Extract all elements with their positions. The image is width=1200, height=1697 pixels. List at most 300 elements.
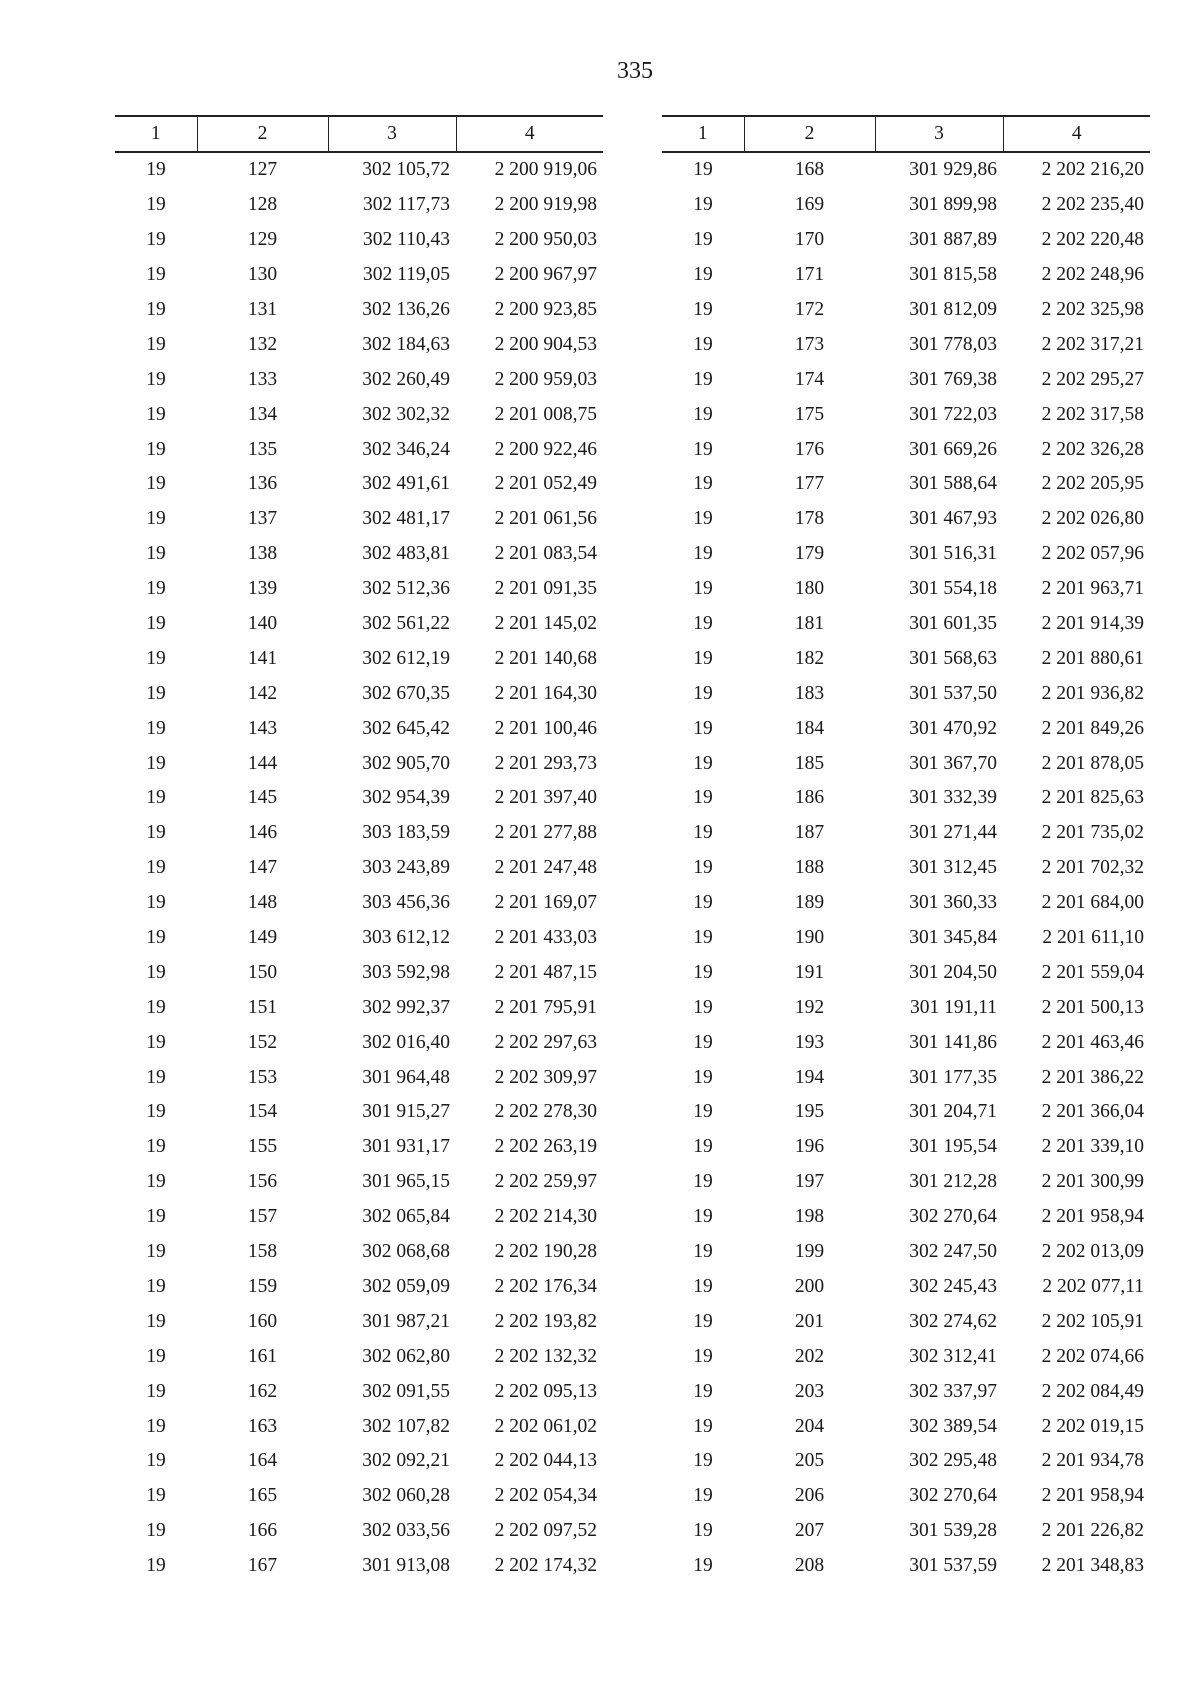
table-cell: 169 [794,194,825,216]
table-cell: 302 184,63 [362,333,450,355]
table-cell: 302 110,43 [362,229,450,251]
table-cell: 201 [794,1310,825,1332]
table-cell: 196 [794,1136,825,1158]
table-cell: 19 [693,961,713,983]
table-row [115,1304,603,1339]
table-cell: 163 [247,1415,278,1437]
table-cell: 2 202 077,11 [1042,1275,1144,1297]
table-cell: 2 201 684,00 [1041,892,1144,914]
table-row [115,1270,603,1305]
table-cell: 2 201 825,63 [1041,787,1144,809]
table-cell: 19 [146,194,166,216]
table-cell: 19 [693,1171,713,1193]
table-cell: 208 [794,1555,825,1577]
table-cell: 202 [794,1345,825,1367]
table-cell: 2 202 297,63 [494,1031,597,1053]
table-cell: 302 060,28 [362,1485,450,1507]
table-cell: 19 [146,787,166,809]
table-cell: 134 [247,403,278,425]
table-cell: 19 [146,543,166,565]
table-cell: 147 [247,857,278,879]
table-cell: 301 568,63 [909,647,997,669]
table-cell: 301 554,18 [909,578,997,600]
table-cell: 302 119,05 [362,264,450,286]
table-cell: 302 260,49 [362,368,450,390]
table-cell: 301 588,64 [909,473,997,495]
table-row [662,223,1150,258]
table-cell: 303 183,59 [362,822,450,844]
table-row [662,152,1150,188]
table-cell: 2 202 317,58 [1041,403,1144,425]
table-cell: 301 769,38 [909,368,997,390]
table-cell: 203 [794,1380,825,1402]
table-cell: 154 [247,1101,278,1123]
table-cell: 141 [247,647,278,669]
table-cell: 19 [146,892,166,914]
table-cell: 301 929,86 [909,159,997,181]
table-cell: 301 470,92 [909,717,997,739]
table-cell: 2 202 019,15 [1041,1415,1144,1437]
table-cell: 2 202 095,13 [494,1380,597,1402]
table-row [662,1270,1150,1305]
table-cell: 2 202 205,95 [1041,473,1144,495]
table-row [662,1095,1150,1130]
table-cell: 2 201 963,71 [1041,578,1144,600]
column-header: 4 [456,116,603,152]
table-cell: 19 [146,1136,166,1158]
table-cell: 19 [146,717,166,739]
table-row [662,711,1150,746]
table-cell: 19 [146,996,166,1018]
table-cell: 2 201 169,07 [494,892,597,914]
table-cell: 301 915,27 [362,1101,450,1123]
table-row [662,1514,1150,1549]
table-cell: 19 [146,368,166,390]
table-cell: 158 [247,1241,278,1263]
table-cell: 19 [146,1485,166,1507]
table-cell: 19 [693,333,713,355]
table-cell: 19 [693,1310,713,1332]
table-cell: 302 065,84 [362,1206,450,1228]
table-row [662,921,1150,956]
table-cell: 19 [146,1171,166,1193]
table-row [115,188,603,223]
table-cell: 2 202 061,02 [494,1415,597,1437]
table-cell: 199 [794,1241,825,1263]
table-cell: 301 271,44 [909,822,997,844]
table-row [662,641,1150,676]
table-cell: 302 992,37 [362,996,450,1018]
table-row [662,1339,1150,1374]
table-cell: 301 212,28 [909,1171,997,1193]
table-cell: 302 389,54 [909,1415,997,1437]
table-row [115,537,603,572]
table-row [115,1339,603,1374]
table-cell: 150 [247,961,278,983]
table-row [115,467,603,502]
table-cell: 142 [247,682,278,704]
table-cell: 162 [247,1380,278,1402]
table-cell: 144 [247,752,278,774]
column-header: 4 [1003,116,1150,152]
table-cell: 19 [693,1206,713,1228]
table-cell: 181 [794,613,825,635]
table-row [115,746,603,781]
table-cell: 302 612,19 [362,647,450,669]
table-cell: 302 033,56 [362,1520,450,1542]
table-cell: 19 [146,1380,166,1402]
table-header-right [662,116,1150,152]
table-cell: 2 202 220,48 [1041,229,1144,251]
table-cell: 19 [693,647,713,669]
table-cell: 2 201 433,03 [494,927,597,949]
table-cell: 19 [693,857,713,879]
table-cell: 184 [794,717,825,739]
table-cell: 19 [146,1031,166,1053]
table-cell: 174 [794,368,825,390]
table-cell: 19 [146,1415,166,1437]
table-cell: 2 202 054,34 [494,1485,597,1507]
table-cell: 19 [146,1520,166,1542]
table-cell: 2 202 216,20 [1041,159,1144,181]
table-cell: 2 201 795,91 [494,996,597,1018]
table-row [115,816,603,851]
table-row [662,1479,1150,1514]
table-row [115,1130,603,1165]
table-cell: 2 201 247,48 [494,857,597,879]
table-body-left [115,152,603,1584]
table-cell: 302 270,64 [909,1485,997,1507]
table-cell: 2 201 091,35 [494,578,597,600]
table-cell: 19 [146,438,166,460]
table-row [115,607,603,642]
table-row [662,293,1150,328]
table-row [662,990,1150,1025]
table-cell: 136 [247,473,278,495]
table-row [115,1549,603,1584]
table-row [115,1409,603,1444]
table-cell: 2 202 044,13 [494,1450,597,1472]
table-row [115,572,603,607]
table-cell: 301 312,45 [909,857,997,879]
table-cell: 191 [794,961,825,983]
table-cell: 19 [146,333,166,355]
coordinates-table-left [115,115,603,1584]
table-cell: 301 987,21 [362,1310,450,1332]
table-cell: 302 491,61 [362,473,450,495]
table-row [115,1165,603,1200]
table-cell: 2 201 487,15 [494,961,597,983]
table-cell: 179 [794,543,825,565]
table-row [662,188,1150,223]
table-row [115,258,603,293]
table-row [115,781,603,816]
table-row [115,1235,603,1270]
column-header: 2 [744,116,875,152]
table-cell: 301 887,89 [909,229,997,251]
table-row [115,676,603,711]
table-cell: 302 117,73 [362,194,450,216]
table-cell: 303 243,89 [362,857,450,879]
table-cell: 302 295,48 [909,1450,997,1472]
table-row [115,1200,603,1235]
table-cell: 2 201 052,49 [494,473,597,495]
table-row [662,607,1150,642]
table-cell: 19 [146,403,166,425]
table-cell: 19 [693,682,713,704]
table-cell: 177 [794,473,825,495]
table-cell: 164 [247,1450,278,1472]
table-cell: 2 200 950,03 [494,229,597,251]
table-row [662,432,1150,467]
table-cell: 19 [693,438,713,460]
table-cell: 19 [693,543,713,565]
table-cell: 302 245,43 [909,1275,997,1297]
table-cell: 195 [794,1101,825,1123]
table-cell: 170 [794,229,825,251]
table-row [115,397,603,432]
table-cell: 302 481,17 [362,508,450,530]
table-cell: 149 [247,927,278,949]
table-cell: 301 141,86 [909,1031,997,1053]
table-cell: 2 200 904,53 [494,333,597,355]
table-cell: 19 [693,194,713,216]
table-cell: 301 360,33 [909,892,997,914]
table-cell: 192 [794,996,825,1018]
table-cell: 2 202 174,32 [494,1555,597,1577]
table-cell: 188 [794,857,825,879]
table-cell: 2 202 235,40 [1041,194,1144,216]
table-cell: 193 [794,1031,825,1053]
table-cell: 19 [146,1275,166,1297]
table-row [662,851,1150,886]
table-cell: 19 [146,1310,166,1332]
table-row [662,1444,1150,1479]
table-cell: 155 [247,1136,278,1158]
table-cell: 302 068,68 [362,1241,450,1263]
table-row [662,676,1150,711]
table-row [115,502,603,537]
table-cell: 2 201 293,73 [494,752,597,774]
table-cell: 176 [794,438,825,460]
table-cell: 301 191,11 [909,996,997,1018]
table-cell: 302 062,80 [362,1345,450,1367]
table-cell: 302 561,22 [362,613,450,635]
table-cell: 2 201 878,05 [1041,752,1144,774]
table-cell: 2 202 097,52 [494,1520,597,1542]
table-header-left [115,116,603,152]
table-cell: 302 091,55 [362,1380,450,1402]
table-cell: 143 [247,717,278,739]
table-cell: 301 539,28 [909,1520,997,1542]
table-cell: 145 [247,787,278,809]
table-cell: 133 [247,368,278,390]
coordinates-table-right [662,115,1150,1584]
table-row [115,1060,603,1095]
table-cell: 19 [693,403,713,425]
table-cell: 302 105,72 [362,159,450,181]
table-row [115,1095,603,1130]
table-row [662,258,1150,293]
table-cell: 132 [247,333,278,355]
table-cell: 2 201 061,56 [494,508,597,530]
table-cell: 2 201 083,54 [494,543,597,565]
table-cell: 146 [247,822,278,844]
table-cell: 2 201 735,02 [1041,822,1144,844]
table-cell: 2 202 309,97 [494,1066,597,1088]
page-number: 335 [617,58,653,84]
table-cell: 19 [146,822,166,844]
table-cell: 19 [146,961,166,983]
table-row [662,746,1150,781]
table-cell: 19 [146,473,166,495]
table-row [115,432,603,467]
table-cell: 2 200 967,97 [494,264,597,286]
table-cell: 19 [693,508,713,530]
table-cell: 302 302,32 [362,403,450,425]
table-row [115,711,603,746]
table-cell: 19 [693,1031,713,1053]
table-cell: 2 201 277,88 [494,822,597,844]
table-cell: 303 612,12 [362,927,450,949]
column-header: 1 [115,116,197,152]
table-cell: 303 456,36 [362,892,450,914]
table-cell: 2 201 936,82 [1041,682,1144,704]
table-cell: 2 202 295,27 [1041,368,1144,390]
table-cell: 171 [794,264,825,286]
table-row [662,781,1150,816]
table-body-right [662,152,1150,1584]
table-cell: 302 670,35 [362,682,450,704]
table-cell: 2 201 463,46 [1041,1031,1144,1053]
table-cell: 19 [146,1450,166,1472]
table-cell: 2 202 074,66 [1041,1345,1144,1367]
table-row [115,293,603,328]
table-row [662,955,1150,990]
table-row [115,990,603,1025]
table-cell: 2 201 559,04 [1041,961,1144,983]
table-cell: 19 [146,682,166,704]
table-row [662,816,1150,851]
table-cell: 301 722,03 [909,403,997,425]
table-cell: 19 [693,1101,713,1123]
table-cell: 2 201 140,68 [494,647,597,669]
table-cell: 19 [146,752,166,774]
table-cell: 2 201 226,82 [1041,1520,1144,1542]
table-cell: 127 [247,159,278,181]
table-cell: 139 [247,578,278,600]
table-cell: 2 200 919,06 [494,159,597,181]
table-cell: 301 931,17 [362,1136,450,1158]
table-cell: 2 201 008,75 [494,403,597,425]
table-cell: 200 [794,1275,825,1297]
table-cell: 19 [693,822,713,844]
table-cell: 2 201 934,78 [1041,1450,1144,1472]
table-cell: 187 [794,822,825,844]
table-cell: 178 [794,508,825,530]
table-cell: 2 202 105,91 [1041,1310,1144,1332]
table-cell: 186 [794,787,825,809]
table-cell: 19 [146,647,166,669]
table-cell: 301 367,70 [909,752,997,774]
table-row [662,1200,1150,1235]
table-cell: 2 202 013,09 [1041,1241,1144,1263]
table-row [662,1549,1150,1584]
table-cell: 301 669,26 [909,438,997,460]
table-cell: 2 200 922,46 [494,438,597,460]
table-row [115,362,603,397]
table-cell: 2 201 348,83 [1041,1555,1144,1577]
table-cell: 175 [794,403,825,425]
table-cell: 2 202 326,28 [1041,438,1144,460]
table-cell: 19 [693,927,713,949]
table-row [115,327,603,362]
table-cell: 2 202 278,30 [494,1101,597,1123]
table-cell: 301 177,35 [909,1066,997,1088]
table-cell: 2 202 193,82 [494,1310,597,1332]
table-cell: 2 202 325,98 [1041,299,1144,320]
table-cell: 205 [794,1450,825,1472]
table-cell: 2 201 100,46 [494,717,597,739]
table-cell: 302 274,62 [909,1310,997,1332]
table-cell: 19 [146,1555,166,1577]
table-cell: 2 202 214,30 [494,1206,597,1228]
table-cell: 301 467,93 [909,508,997,530]
table-cell: 301 964,48 [362,1066,450,1088]
table-row [662,502,1150,537]
table-cell: 2 201 611,10 [1042,927,1144,949]
table-cell: 19 [693,1066,713,1088]
table-cell: 2 201 145,02 [494,613,597,635]
table-cell: 302 270,64 [909,1206,997,1228]
table-cell: 2 201 339,10 [1041,1136,1144,1158]
table-cell: 302 312,41 [909,1345,997,1367]
table-cell: 197 [794,1171,825,1193]
table-cell: 301 204,71 [909,1101,997,1123]
table-row [662,1060,1150,1095]
table-row [115,955,603,990]
table-cell: 302 092,21 [362,1450,450,1472]
table-cell: 19 [693,717,713,739]
table-cell: 19 [146,613,166,635]
table-cell: 129 [247,229,278,251]
table-cell: 2 202 026,80 [1041,508,1144,530]
table-cell: 140 [247,613,278,635]
table-cell: 19 [693,1380,713,1402]
table-cell: 19 [146,229,166,251]
table-cell: 19 [146,264,166,286]
table-cell: 168 [794,159,825,181]
table-row [115,921,603,956]
table-cell: 2 201 880,61 [1041,647,1144,669]
table-cell: 2 202 176,34 [494,1275,597,1297]
table-cell: 19 [693,1136,713,1158]
table-cell: 19 [693,1555,713,1577]
table-cell: 2 200 919,98 [494,194,597,216]
table-cell: 135 [247,438,278,460]
table-cell: 173 [794,333,825,355]
table-cell: 19 [693,1345,713,1367]
table-cell: 302 954,39 [362,787,450,809]
table-cell: 19 [146,578,166,600]
table-cell: 19 [693,1275,713,1297]
table-cell: 302 247,50 [909,1241,997,1263]
table-row [662,1025,1150,1060]
table-cell: 19 [693,613,713,635]
table-cell: 19 [693,1520,713,1542]
table-cell: 151 [247,996,278,1018]
table-row [115,886,603,921]
